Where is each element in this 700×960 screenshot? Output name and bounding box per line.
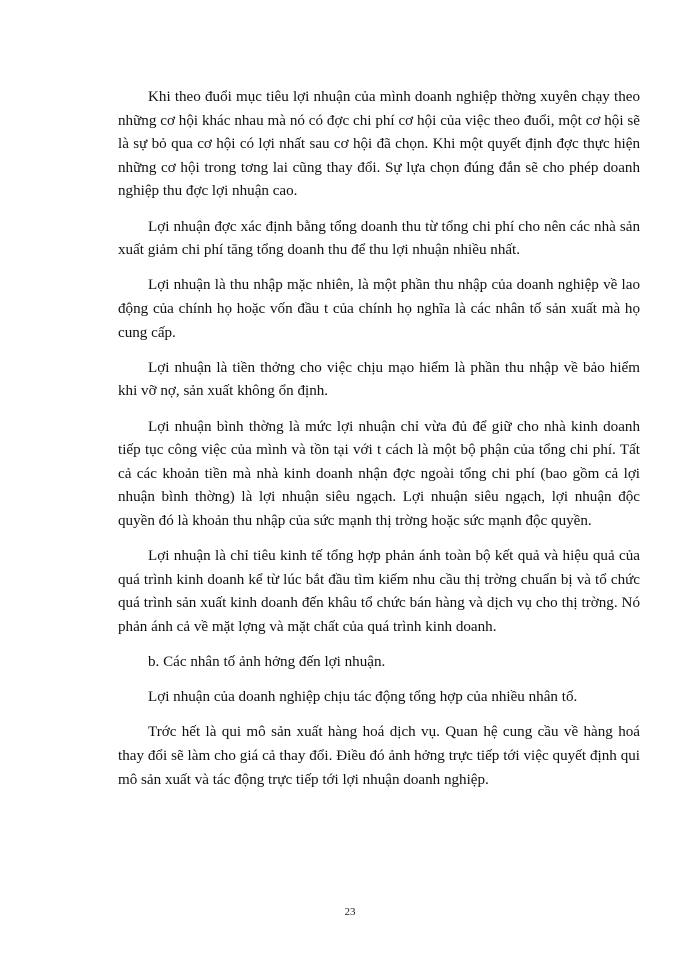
paragraph: Trớc hết là qui mô sản xuất hàng hoá dịch vụ. Quan hệ cung cầu về hàng hoá thay đổi sẽ làm cho giá cả thay đổi. Điều đó ảnh hởng trực tiếp tới việc quyết định qui mô sản xuất và tác động trực tiếp tới lợi nhuận doanh nghiệp.	[118, 724, 640, 788]
document-body	[118, 86, 640, 804]
paragraph: Lợi nhuận của doanh nghiệp chịu tác động tổng hợp của nhiều nhân tố.	[148, 689, 578, 706]
paragraph: Lợi nhuận là thu nhập mặc nhiên, là một phần thu nhập của doanh nghiệp về lao động của chính họ hoặc vốn đầu t của chính họ nghĩa là các nhân tố sản xuất mà họ cung cấp.	[118, 277, 640, 341]
paragraph: Lợi nhuận là chỉ tiêu kinh tế tổng hợp phản ánh toàn bộ kết quả và hiệu quả của quá trình kinh doanh kể từ lúc bắt đầu tìm kiếm nhu cầu thị trờng chuẩn bị và tổ chức quá trình sản xuất kinh doanh đến khâu tổ chức bán hàng và dịch vụ cho thị trờng. Nó phản ánh cả về mặt lợng và mặt chất của quá trình kinh doanh.	[118, 548, 640, 635]
paragraph: Lợi nhuận bình thờng là mức lợi nhuận chỉ vừa đủ để giữ cho nhà kinh doanh tiếp tục công việc của mình và tồn tại với t cách là một bộ phận của tổng chi phí. Tất cả các khoản tiền mà nhà kinh doanh nhận đợc ngoài tổng chi phí (bao gồm cả lợi nhuận bình thờng) là lợi nhuận siêu ngạch. Lợi nhuận siêu ngạch, lợi nhuận độc quyền đó là khoản thu nhập của sức mạnh thị trờng hoặc sức mạnh độc quyền.	[118, 418, 640, 529]
paragraph: Lợi nhuận đợc xác định bằng tổng doanh thu từ tổng chi phí cho nên các nhà sản xuất giảm chi phí tăng tổng doanh thu để thu lợi nhuận nhiều nhất.	[118, 218, 640, 259]
page-number: 23	[344, 906, 356, 918]
section-heading: b. Các nhân tố ảnh hởng đến lợi nhuận.	[148, 654, 386, 671]
paragraph: Khi theo đuổi mục tiêu lợi nhuận của mình doanh nghiệp thờng xuyên chạy theo những cơ hội khác nhau mà nó có đợc chi phí cơ hội của việc theo đuổi, một cơ hội sẽ là sự bỏ qua cơ hội có lợi nhất sau cơ hội đã chọn. Khi một quyết định đợc thực hiện những cơ hội trong tơng lai cũng thay đổi. Sự lựa chọn đúng đắn sẽ cho phép doanh nghiệp thu đợc lợi nhuận cao.	[118, 89, 640, 200]
paragraph: Lợi nhuận là tiền thởng cho việc chịu mạo hiểm là phần thu nhập về bảo hiểm khi vỡ nợ, sản xuất không ổn định.	[118, 359, 640, 400]
